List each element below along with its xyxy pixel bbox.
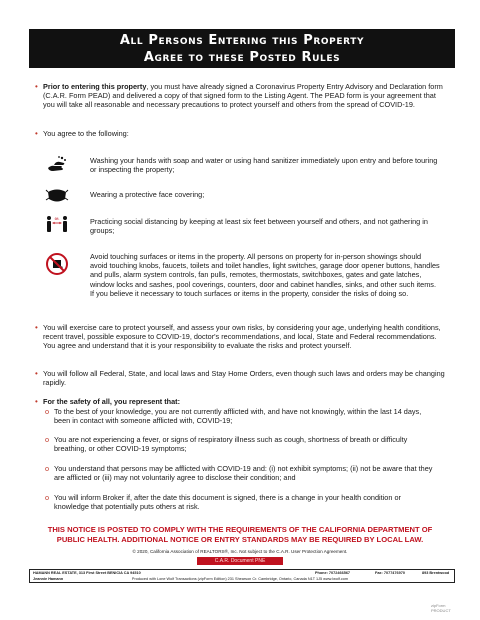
notice-line-1: THIS NOTICE IS POSTED TO COMPLY WITH THE REQUIREMENTS OF THE CALIFORNIA DEPARTMENT OF — [47, 525, 433, 534]
rule-text: Washing your hands with soap and water or using hand sanitizer immediately upon entry and before touring or inspecting the property; — [90, 156, 438, 175]
hand-washing-icon — [45, 154, 69, 176]
stamp-line-2: PRODUCT — [431, 608, 451, 613]
intro-text: , you must have already signed a Coronavirus Property Entry Advisory and Declaration form (C.A.R. Form PEAD) and delivered a copy of that signed form to the Listing Agent. The PEAD form is your agreement that you will take all reasonable and necessary precautions to protect yourself and others from the spread of COVID-19. — [43, 82, 443, 110]
sub-bullet: o — [45, 464, 50, 473]
intro-lead: Prior to entering this property — [43, 82, 147, 91]
zipform-stamp — [431, 603, 451, 613]
representation-text: You will inform Broker if, after the date this document is signed, there is a change in your health condition or knowledge that potentially puts others at risk. — [54, 493, 401, 512]
agree-intro-text: You agree to the following: — [43, 129, 129, 138]
representation-item — [45, 464, 435, 482]
agent-name: Jeannie Hamann — [33, 576, 64, 581]
document-code-bar: C.A.R. Document PNE — [197, 557, 283, 565]
no-touching-icon — [45, 252, 69, 276]
laws-text: You will follow all Federal, State, and local laws and Stay Home Orders, even though such laws and orders may be changing rapidly. — [43, 369, 445, 388]
notice-line-2: PUBLIC HEALTH. ADDITIONAL NOTICE OR ENTRY STANDARDS MAY BE REQUIRED BY LOCAL LAW. — [56, 534, 424, 544]
representation-text: You understand that persons may be afflicted with COVID-19 and: (i) not exhibit symptoms; (ii) not be aware that they are afflicted or (iii) may not voluntarily agree to disclose their condition; and — [54, 464, 433, 483]
rule-no-touching — [40, 252, 440, 298]
compliance-notice — [38, 525, 442, 544]
copyright-line: © 2020, California Association of REALTORS®, Inc. Not subject to the C.A.R. User Protection Agreement. — [132, 549, 348, 554]
rule-social-distancing — [40, 217, 440, 235]
sub-bullet: o — [45, 407, 50, 416]
representation-item — [45, 435, 435, 453]
safety-lead: For the safety of all, you represent that: — [43, 397, 181, 406]
safety-heading — [35, 397, 445, 406]
representation-text: You are not experiencing a fever, or signs of respiratory illness such as cough, shortness of breath or difficulty breathing, or other COVID-19 symptoms; — [54, 435, 408, 454]
title-banner — [29, 29, 455, 68]
representation-item — [45, 493, 435, 511]
producer-info: Produced with Lone Wolf Transactions (zipForm Edition) 231 Shearson Cr. Cambridge, Ontario, Canada N1T 1J5 www.lwolf.com — [131, 576, 349, 581]
rule-face-mask — [40, 190, 440, 199]
form-footer — [29, 569, 455, 583]
bullet-dot: • — [35, 82, 38, 91]
distance-label: 6ft. — [54, 217, 60, 221]
fax-number: Fax: 7077476970 — [375, 571, 405, 575]
care-paragraph — [35, 323, 445, 351]
rule-text: Practicing social distancing by keeping at least six feet between yourself and others, and not gathering in groups; — [90, 217, 428, 236]
banner-line-2: Agree to these Posted Rules — [143, 50, 341, 65]
sub-bullet: o — [45, 435, 50, 444]
care-text: You will exercise care to protect yourself, and assess your own risks, by considering your age, underlying health conditions, recent travel, possible exposure to COVID-19, doctor's recommendations, and local, State and Federal recommendations. You agree and understand that it is your responsibility to evaluate the risks and protect yourself. — [43, 323, 441, 351]
representation-item — [45, 407, 435, 425]
bullet-dot: • — [35, 397, 38, 406]
stamp-line-1: zipForm — [431, 603, 446, 608]
rule-text: Wearing a protective face covering; — [90, 190, 205, 199]
rule-text: Avoid touching surfaces or items in the property. All persons on property for in-person showings should avoid touching knobs, faucets, toilets and toilet handles, light switches, garage door opener buttons, handles and pulls, alarm system controls, fan pulls, remotes, thermostats, switchboxes, gates and gate latches, window locks and sashes, pool coverings, counters, door and cabinet handles, sinks, and other such items. If you believe it necessary to touch surfaces or items in the property, consider the risks of doing so. — [90, 252, 440, 298]
bullet-dot: • — [35, 129, 38, 138]
face-mask-icon — [45, 184, 69, 206]
sub-bullet: o — [45, 493, 50, 502]
office-info: HAMANN REAL ESTATE, 313 First Street BENICIA CA 94510 — [33, 571, 141, 575]
phone-number: Phone: 7072466567 — [315, 571, 351, 575]
bullet-dot: • — [35, 369, 38, 378]
laws-paragraph — [35, 369, 445, 387]
social-distancing-icon — [45, 213, 69, 235]
representation-text: To the best of your knowledge, you are not currently afflicted with, and have not knowingly, within the last 14 days, been in contact with someone afflicted with, COVID-19; — [54, 407, 422, 426]
agree-intro — [35, 129, 445, 138]
file-name: 893 Brentwood — [422, 571, 450, 575]
rule-hand-washing — [40, 156, 440, 174]
intro-paragraph — [35, 82, 445, 110]
bullet-dot: • — [35, 323, 38, 332]
banner-line-1: All Persons Entering this Property — [119, 33, 365, 48]
